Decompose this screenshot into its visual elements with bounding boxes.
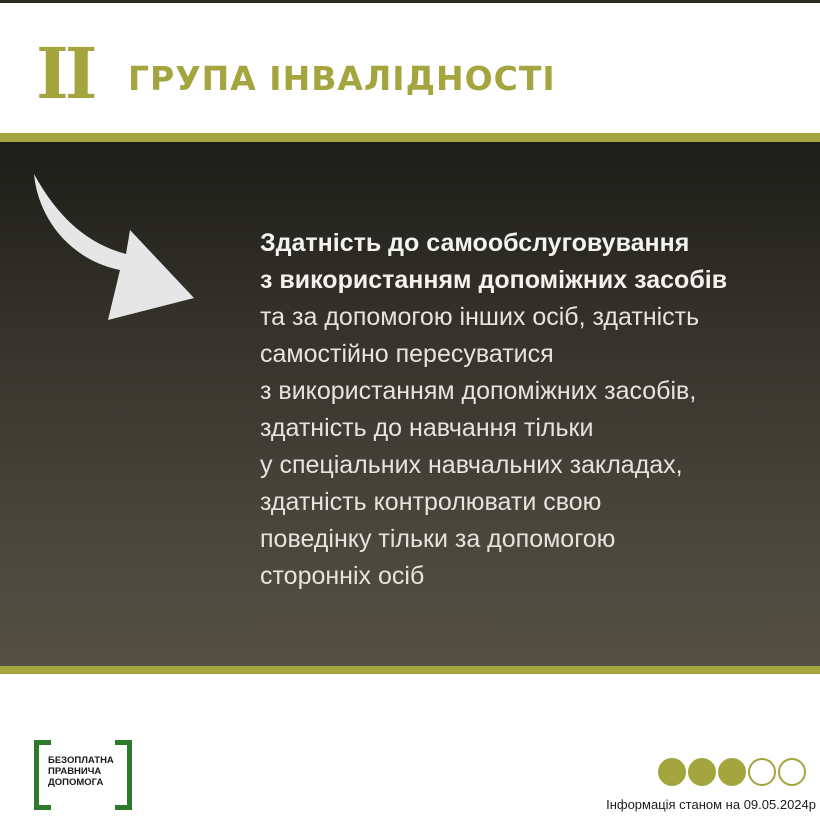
progress-dot-filled xyxy=(718,758,746,786)
text-line: та за допомогою інших осіб, здатність xyxy=(260,303,700,331)
progress-dot-empty xyxy=(778,758,806,786)
logo-line: ДОПОМОГА xyxy=(48,777,104,788)
logo-line: ПРАВНИЧА xyxy=(48,766,102,777)
progress-dot-empty xyxy=(748,758,776,786)
accent-band-top xyxy=(0,133,820,142)
info-date-text: Інформація станом на 09.05.2024р xyxy=(606,797,816,812)
header xyxy=(0,3,820,133)
progress-dot-filled xyxy=(658,758,686,786)
text-line: поведінку тільки за допомогою xyxy=(260,525,616,553)
logo xyxy=(34,740,132,806)
text-line: у спеціальних навчальних закладах, xyxy=(260,451,683,479)
text-line: здатність до навчання тільки xyxy=(260,414,594,442)
logo-text xyxy=(48,755,114,788)
description-text xyxy=(260,225,810,595)
text-line-bold: з використанням допоміжних засобів xyxy=(260,266,728,294)
text-line-bold: Здатність до самообслуговування xyxy=(260,229,690,257)
logo-bracket-right xyxy=(115,740,132,810)
curved-arrow-icon xyxy=(28,172,208,332)
logo-line: БЕЗОПЛАТНА xyxy=(48,755,114,766)
text-line: самостійно пересуватися xyxy=(260,340,554,368)
accent-band-bottom xyxy=(0,666,820,674)
text-line: здатність контролювати свою xyxy=(260,488,602,516)
page-title: ГРУПА ІНВАЛІДНОСТІ xyxy=(128,59,556,98)
progress-dot-filled xyxy=(688,758,716,786)
text-line: сторонніх осіб xyxy=(260,562,425,590)
page-progress-dots xyxy=(658,758,808,790)
roman-numeral: II xyxy=(36,32,94,115)
text-line: з використанням допоміжних засобів, xyxy=(260,377,697,405)
